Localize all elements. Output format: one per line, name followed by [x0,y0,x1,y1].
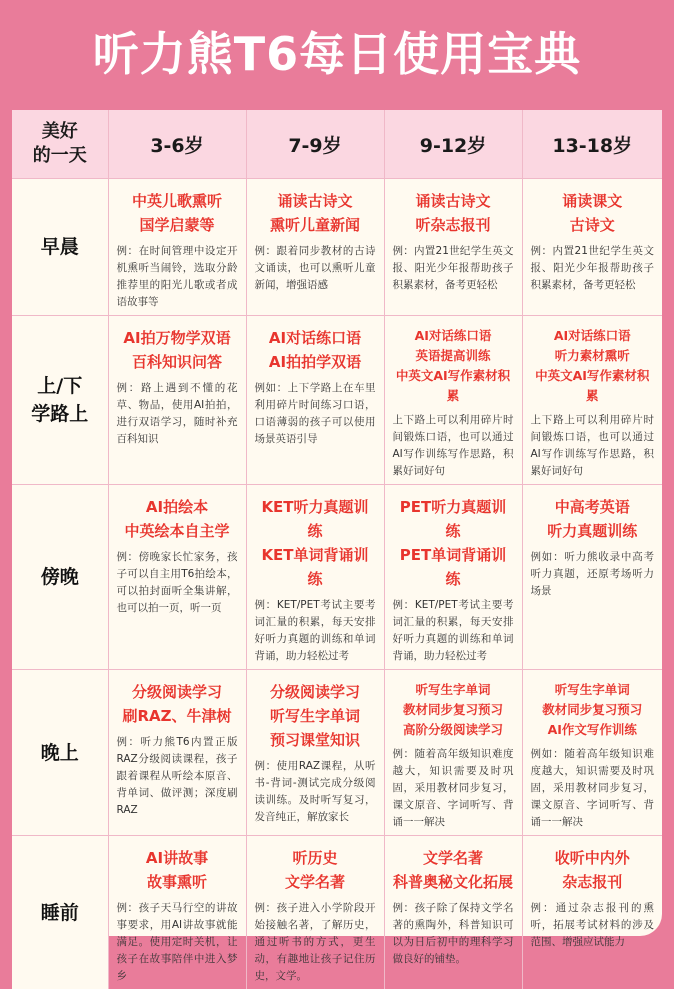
table-cell [522,836,662,989]
activity-desc: 例：KET/PET考试主要考词汇量的积累，每天安排好听力真题的训练和单词背诵，助力轻松过考 [255,597,376,665]
activity-title: AI对话练口语 听力素材熏听 中英文AI写作素材积累 [531,326,655,406]
activity-desc: 例如：听力熊收录中高考听力真题，还原考场听力场景 [531,549,655,600]
table-cell [384,670,522,836]
table-row [12,316,662,485]
age-header: 3-6岁 [108,110,246,179]
header-row [12,110,662,179]
schedule-card [12,110,662,936]
time-label: 傍晚 [12,485,108,670]
activity-desc: 例：路上遇到不懂的花草、物品，使用AI拍拍，进行双语学习，随时补充百科知识 [117,380,238,448]
activity-title: AI对话练口语 AI拍拍学双语 [255,326,376,374]
activity-desc: 例如：上下学路上在车里利用碎片时间练习口语，口语薄弱的孩子可以使用场景英语引导 [255,380,376,448]
table-cell [246,485,384,670]
table-row [12,179,662,316]
table-row [12,670,662,836]
activity-title: AI拍万物学双语 百科知识问答 [117,326,238,374]
time-label: 上/下 学路上 [12,316,108,485]
activity-desc: 例：通过杂志报刊的熏听，拓展考试材料的涉及范围、增强应试能力 [531,900,655,951]
time-label: 晚上 [12,670,108,836]
table-cell [522,485,662,670]
activity-title: 听历史 文学名著 [255,846,376,894]
activity-title: KET听力真题训练 KET单词背诵训练 [255,495,376,591]
activity-title: AI讲故事 故事熏听 [117,846,238,894]
activity-title: 听写生字单词 教材同步复习预习 高阶分级阅读学习 [393,680,514,740]
activity-desc: 例：使用RAZ课程，从听书-背词-测试完成分级阅读训练。及时听写复习，发音纯正，解放家长 [255,758,376,826]
activity-desc: 例：内置21世纪学生英文报、阳光少年报帮助孩子积累素材，备考更轻松 [393,243,514,294]
activity-title: 分级阅读学习 听写生字单词 预习课堂知识 [255,680,376,752]
activity-title: 文学名著 科普奥秘文化拓展 [393,846,514,894]
activity-desc: 例：在时间管理中设定开机熏听当闹铃，选取分龄推荐里的阳光儿歌或者成语故事等 [117,243,238,311]
table-cell [384,836,522,989]
table-cell [384,316,522,485]
age-header: 13-18岁 [522,110,662,179]
activity-desc: 例：孩子天马行空的讲故事要求，用AI讲故事就能满足。使用定时关机，让孩子在故事陪伴中进入梦乡 [117,900,238,985]
table-cell [522,179,662,316]
activity-title: 中高考英语 听力真题训练 [531,495,655,543]
activity-desc: 例：随着高年级知识难度越大，知识需要及时巩固，采用教材同步复习，课文原音、字词听写、背诵一一解决 [393,746,514,831]
table-cell [246,179,384,316]
activity-title: AI对话练口语 英语提高训练 中英文AI写作素材积累 [393,326,514,406]
activity-desc: 例：孩子除了保持文学名著的熏陶外，科普知识可以为日后初中的理科学习做良好的铺垫。 [393,900,514,968]
activity-title: 诵读古诗文 熏听儿童新闻 [255,189,376,237]
activity-desc: 上下路上可以利用碎片时间锻炼口语，也可以通过AI写作训练写作思路，积累好词好句 [531,412,655,480]
activity-desc: 上下路上可以利用碎片时间锻炼口语，也可以通过AI写作训练写作思路，积累好词好句 [393,412,514,480]
table-cell [522,316,662,485]
table-cell [246,316,384,485]
activity-desc: 例：跟着同步教材的古诗文诵读，也可以熏听儿童新闻，增强语感 [255,243,376,294]
table-cell [522,670,662,836]
time-label: 早晨 [12,179,108,316]
table-row [12,485,662,670]
activity-title: PET听力真题训练 PET单词背诵训练 [393,495,514,591]
table-cell [246,670,384,836]
table-cell [108,670,246,836]
activity-title: 中英儿歌熏听 国学启蒙等 [117,189,238,237]
age-header: 9-12岁 [384,110,522,179]
table-cell [246,836,384,989]
corner-header: 美好 的一天 [12,110,108,179]
age-header: 7-9岁 [246,110,384,179]
activity-desc: 例：听力熊T6内置正版RAZ分级阅读课程，孩子跟着课程从听绘本原音、背单词、做评测；深度刷RAZ [117,734,238,819]
activity-title: 听写生字单词 教材同步复习预习 AI作文写作训练 [531,680,655,740]
schedule-table [12,110,662,989]
activity-desc: 例：孩子进入小学阶段开始接触名著，了解历史，通过听书的方式，更生动，有趣地让孩子记住历史，文学。 [255,900,376,985]
table-cell [108,836,246,989]
activity-desc: 例：傍晚家长忙家务，孩子可以自主用T6拍绘本，可以拍封面听全集讲解，也可以拍一页，听一页 [117,549,238,617]
table-cell [108,316,246,485]
table-cell [108,179,246,316]
activity-title: 诵读课文 古诗文 [531,189,655,237]
page-title: 听力熊T6每日使用宝典 [0,22,674,86]
time-label: 睡前 [12,836,108,989]
table-cell [384,179,522,316]
activity-title: 诵读古诗文 听杂志报刊 [393,189,514,237]
activity-title: 分级阅读学习 刷RAZ、牛津树 [117,680,238,728]
table-cell [108,485,246,670]
activity-desc: 例：KET/PET考试主要考词汇量的积累，每天安排好听力真题的训练和单词背诵，助力轻松过考 [393,597,514,665]
table-cell [384,485,522,670]
table-row [12,836,662,989]
activity-title: AI拍绘本 中英绘本自主学 [117,495,238,543]
activity-title: 收听中内外 杂志报刊 [531,846,655,894]
activity-desc: 例：内置21世纪学生英文报、阳光少年报帮助孩子积累素材，备考更轻松 [531,243,655,294]
activity-desc: 例如：随着高年级知识难度越大，知识需要及时巩固，采用教材同步复习，课文原音、字词听写、背诵一一解决 [531,746,655,831]
